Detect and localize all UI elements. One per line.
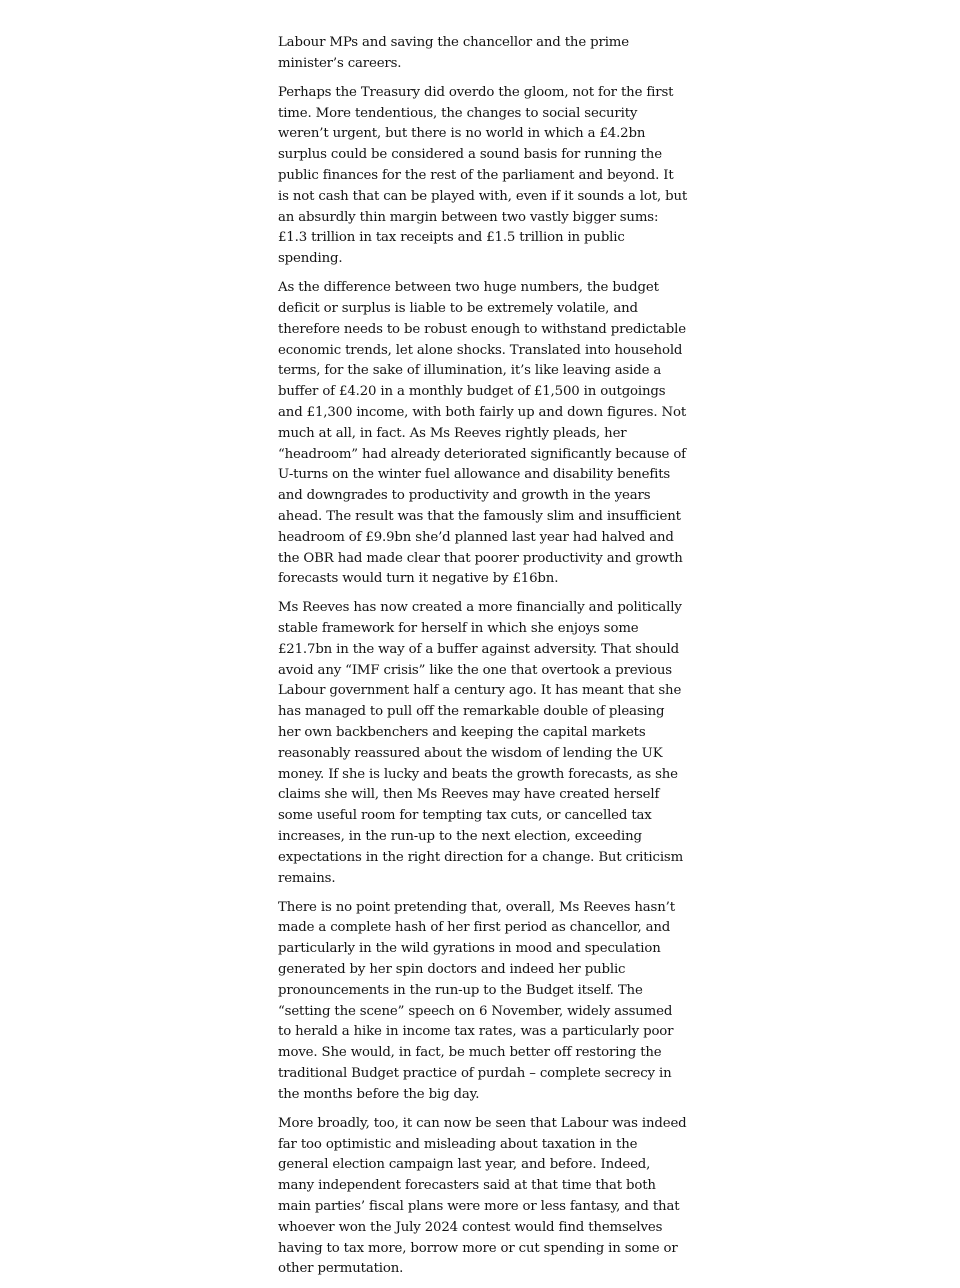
article-paragraph: Ms Reeves has now created a more financially and politically stable framework for herself in which she enjoys some £21.7bn in the way of a buffer against adversity. That should avoid any “IMF crisis” like the one that overtook a previous Labour government half a century ago. It has meant that she has managed to pull off the remarkable double of pleasing her own backbenchers and keeping the capital markets reasonably reassured about the wisdom of lending the UK money. If she is lucky and beats the growth forecasts, as she claims she will, then Ms Reeves may have created herself some useful room for tempting tax cuts, or cancelled tax increases, in the run-up to the next election, exceeding expectations in the right direction for a change. But criticism remains. [278,600,684,886]
article-paragraph: Perhaps the Treasury did overdo the gloom, not for the first time. More tendentious, the changes to social security weren’t urgent, but there is no world in which a £4.2bn surplus could be considered a sound basis for running the public finances for the rest of the parliament and beyond. It is not cash that can be played with, even if it sounds a lot, but an absurdly thin margin between two vastly bigger sums: £1.3 trillion in tax receipts and £1.5 trillion in public spending. [278,84,688,267]
article-paragraph: As the difference between two huge numbers, the budget deficit or surplus is liable to be extremely volatile, and therefore needs to be robust enough to withstand predictable economic trends, let alone shocks. Translated into household terms, for the sake of illumination, it’s like leaving aside a buffer of £4.20 in a monthly budget of £1,500 in outgoings and £1,300 income, with both fairly up and down figures. Not much at all, in fact. As Ms Reeves rightly pleads, her “headroom” had already deteriorated significantly because of U-turns on the winter fuel allowance and disability benefits and downgrades to productivity and growth in the years ahead. The result was that the famously slim and insufficient headroom of £9.9bn she’d planned last year had halved and the OBR had made clear that poorer productivity and growth forecasts would turn it negative by £16bn. [278,280,687,587]
article-body [278,33,688,1288]
article-paragraph: More broadly, too, it can now be seen that Labour was indeed far too optimistic and misleading about taxation in the general election campaign last year, and before. Indeed, many independent forecasters said at that time that both main parties’ fiscal plans were more or less fantasy, and that whoever won the July 2024 contest would find themselves having to tax more, borrow more or cut spending in some or other permutation. [278,1115,687,1277]
article-paragraph: There is no point pretending that, overall, Ms Reeves hasn’t made a complete hash of her first period as chancellor, and particularly in the wild gyrations in mood and speculation generated by her spin doctors and indeed her public pronouncements in the run-up to the Budget itself. The “setting the scene” speech on 6 November, widely assumed to herald a hike in income tax rates, was a particularly poor move. She would, in fact, be much better off restoring the traditional Budget practice of purdah – complete secrecy in the months before the big day. [278,899,675,1102]
article-paragraph: Labour MPs and saving the chancellor and the prime minister’s careers. [278,35,629,71]
